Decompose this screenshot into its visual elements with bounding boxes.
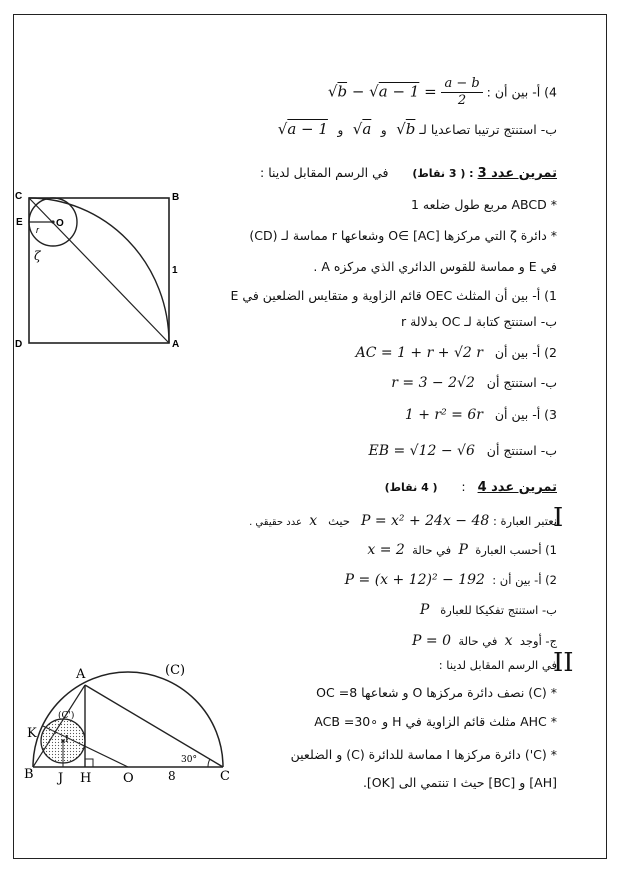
right-angle-mark: [85, 759, 93, 767]
line-ex3-square: * ABCD مربع طول ضلعه 1: [410, 197, 557, 212]
label-O: O: [123, 771, 134, 786]
part-II-marker: II: [553, 648, 574, 678]
line-ex4-q2c: ج- أوجد x في حالة P = 0: [412, 633, 557, 649]
line-ex3-q1b: ب- استنتج كتابة لـ OC بدلالة r: [400, 314, 557, 329]
label-E: E: [16, 217, 23, 228]
line-ex3-circle: * دائرة ζ التي مركزها O∈ [AC] وشعاعها r مماسة لـ (CD): [249, 228, 557, 243]
label-C: C: [15, 191, 23, 202]
line-ex4-q2b: ب- استنتج تفكيكا للعبارة P: [419, 602, 557, 618]
exercise-4-title: تمرين عدد 4: [477, 480, 557, 495]
label-H: H: [80, 771, 92, 786]
exercise-4-header: تمرين عدد 4 : ( 4 نقاط): [384, 479, 557, 495]
label-A: A: [76, 667, 86, 682]
line-ex4-triangle: * AHC مثلث قائم الزاوية في H و ∘30= ACB: [314, 714, 557, 729]
line-ex4-inner-circle-cont: [AH] و [BC] حيث I تنتمي الى [OK].: [362, 775, 557, 790]
label-A: A: [172, 339, 180, 350]
label-J: J: [58, 771, 64, 786]
label-O: O: [56, 218, 64, 229]
label-B: B: [24, 767, 34, 782]
line-ex3-tangent: في E و مماسة للقوس الدائري الذي مركزه A .: [313, 259, 557, 274]
line-ex3-q3b: ب- استنتج أن EB = √12 − √6: [368, 443, 557, 459]
label-angle-30: 30°: [181, 755, 197, 765]
line-ex4-inner-circle: * (C') دائرة مركزها I مماسة للدائرة (C) و الضلعين: [290, 747, 557, 762]
line-ex4-semicircle: * (C) نصف دائرة مركزها O و شعاعها 8= OC: [316, 685, 557, 700]
line-ex4-q1: 1) أحسب العبارة P في حالة x = 2: [367, 542, 557, 558]
exercise-3-header: تمرين عدد 3 : ( 3 نقاط) في الرسم المقابل لدينا :: [260, 165, 557, 181]
part-I-marker: I: [553, 503, 564, 533]
line-ex3-q3a: 3) أ- بين أن 1 + r² = 6r: [404, 407, 557, 423]
label-B: B: [172, 192, 180, 203]
label-C: C: [220, 769, 230, 784]
line-ex4-expression: نعتبر العبارة : P = x² + 24x − 48 حيث x عدد حقيقي .: [249, 513, 557, 529]
line-ex4-figure-intro: في الرسم المقابل لدينا :: [438, 658, 557, 672]
semicircle-figure: [18, 660, 243, 788]
label-D: D: [15, 339, 23, 350]
exercise-3-title: تمرين عدد 3: [477, 166, 557, 181]
label-I: I: [65, 735, 69, 745]
diagonal-ac: [29, 198, 169, 343]
label-zeta: ζ: [34, 249, 41, 263]
line-ex3-q1a: 1) أ- بين أن المثلث OEC قائم الزاوية و متقايس الضلعين في E: [230, 288, 557, 303]
segment-ac: [85, 685, 223, 767]
label-side-1: 1: [172, 265, 178, 276]
center-o: [51, 220, 54, 223]
label-r: r: [36, 225, 39, 235]
square-figure: [12, 188, 184, 350]
label-K: K: [27, 726, 37, 741]
line-q4b: ب- استنتج ترتيبا تصاعديا لـ √a − 1 و √a و √b: [277, 120, 557, 138]
line-q4a: 4) أ- بين أن : √b − √a − 1 = $\frac{a - b}{2}$: [327, 76, 557, 108]
line-ex4-q2a: 2) أ- بين أن : P = (x + 12)² − 192: [344, 572, 557, 588]
line-ex3-q2b: ب- استنتج أن r = 3 − 2√2: [391, 375, 557, 391]
line-ex3-q2a: 2) أ- بين أن AC = 1 + r + √2 r: [355, 345, 557, 361]
angle-arc: [208, 759, 210, 767]
label-C-prime: (C'): [58, 711, 75, 721]
label-C-set: (C): [165, 663, 186, 678]
label-8: 8: [168, 769, 176, 783]
